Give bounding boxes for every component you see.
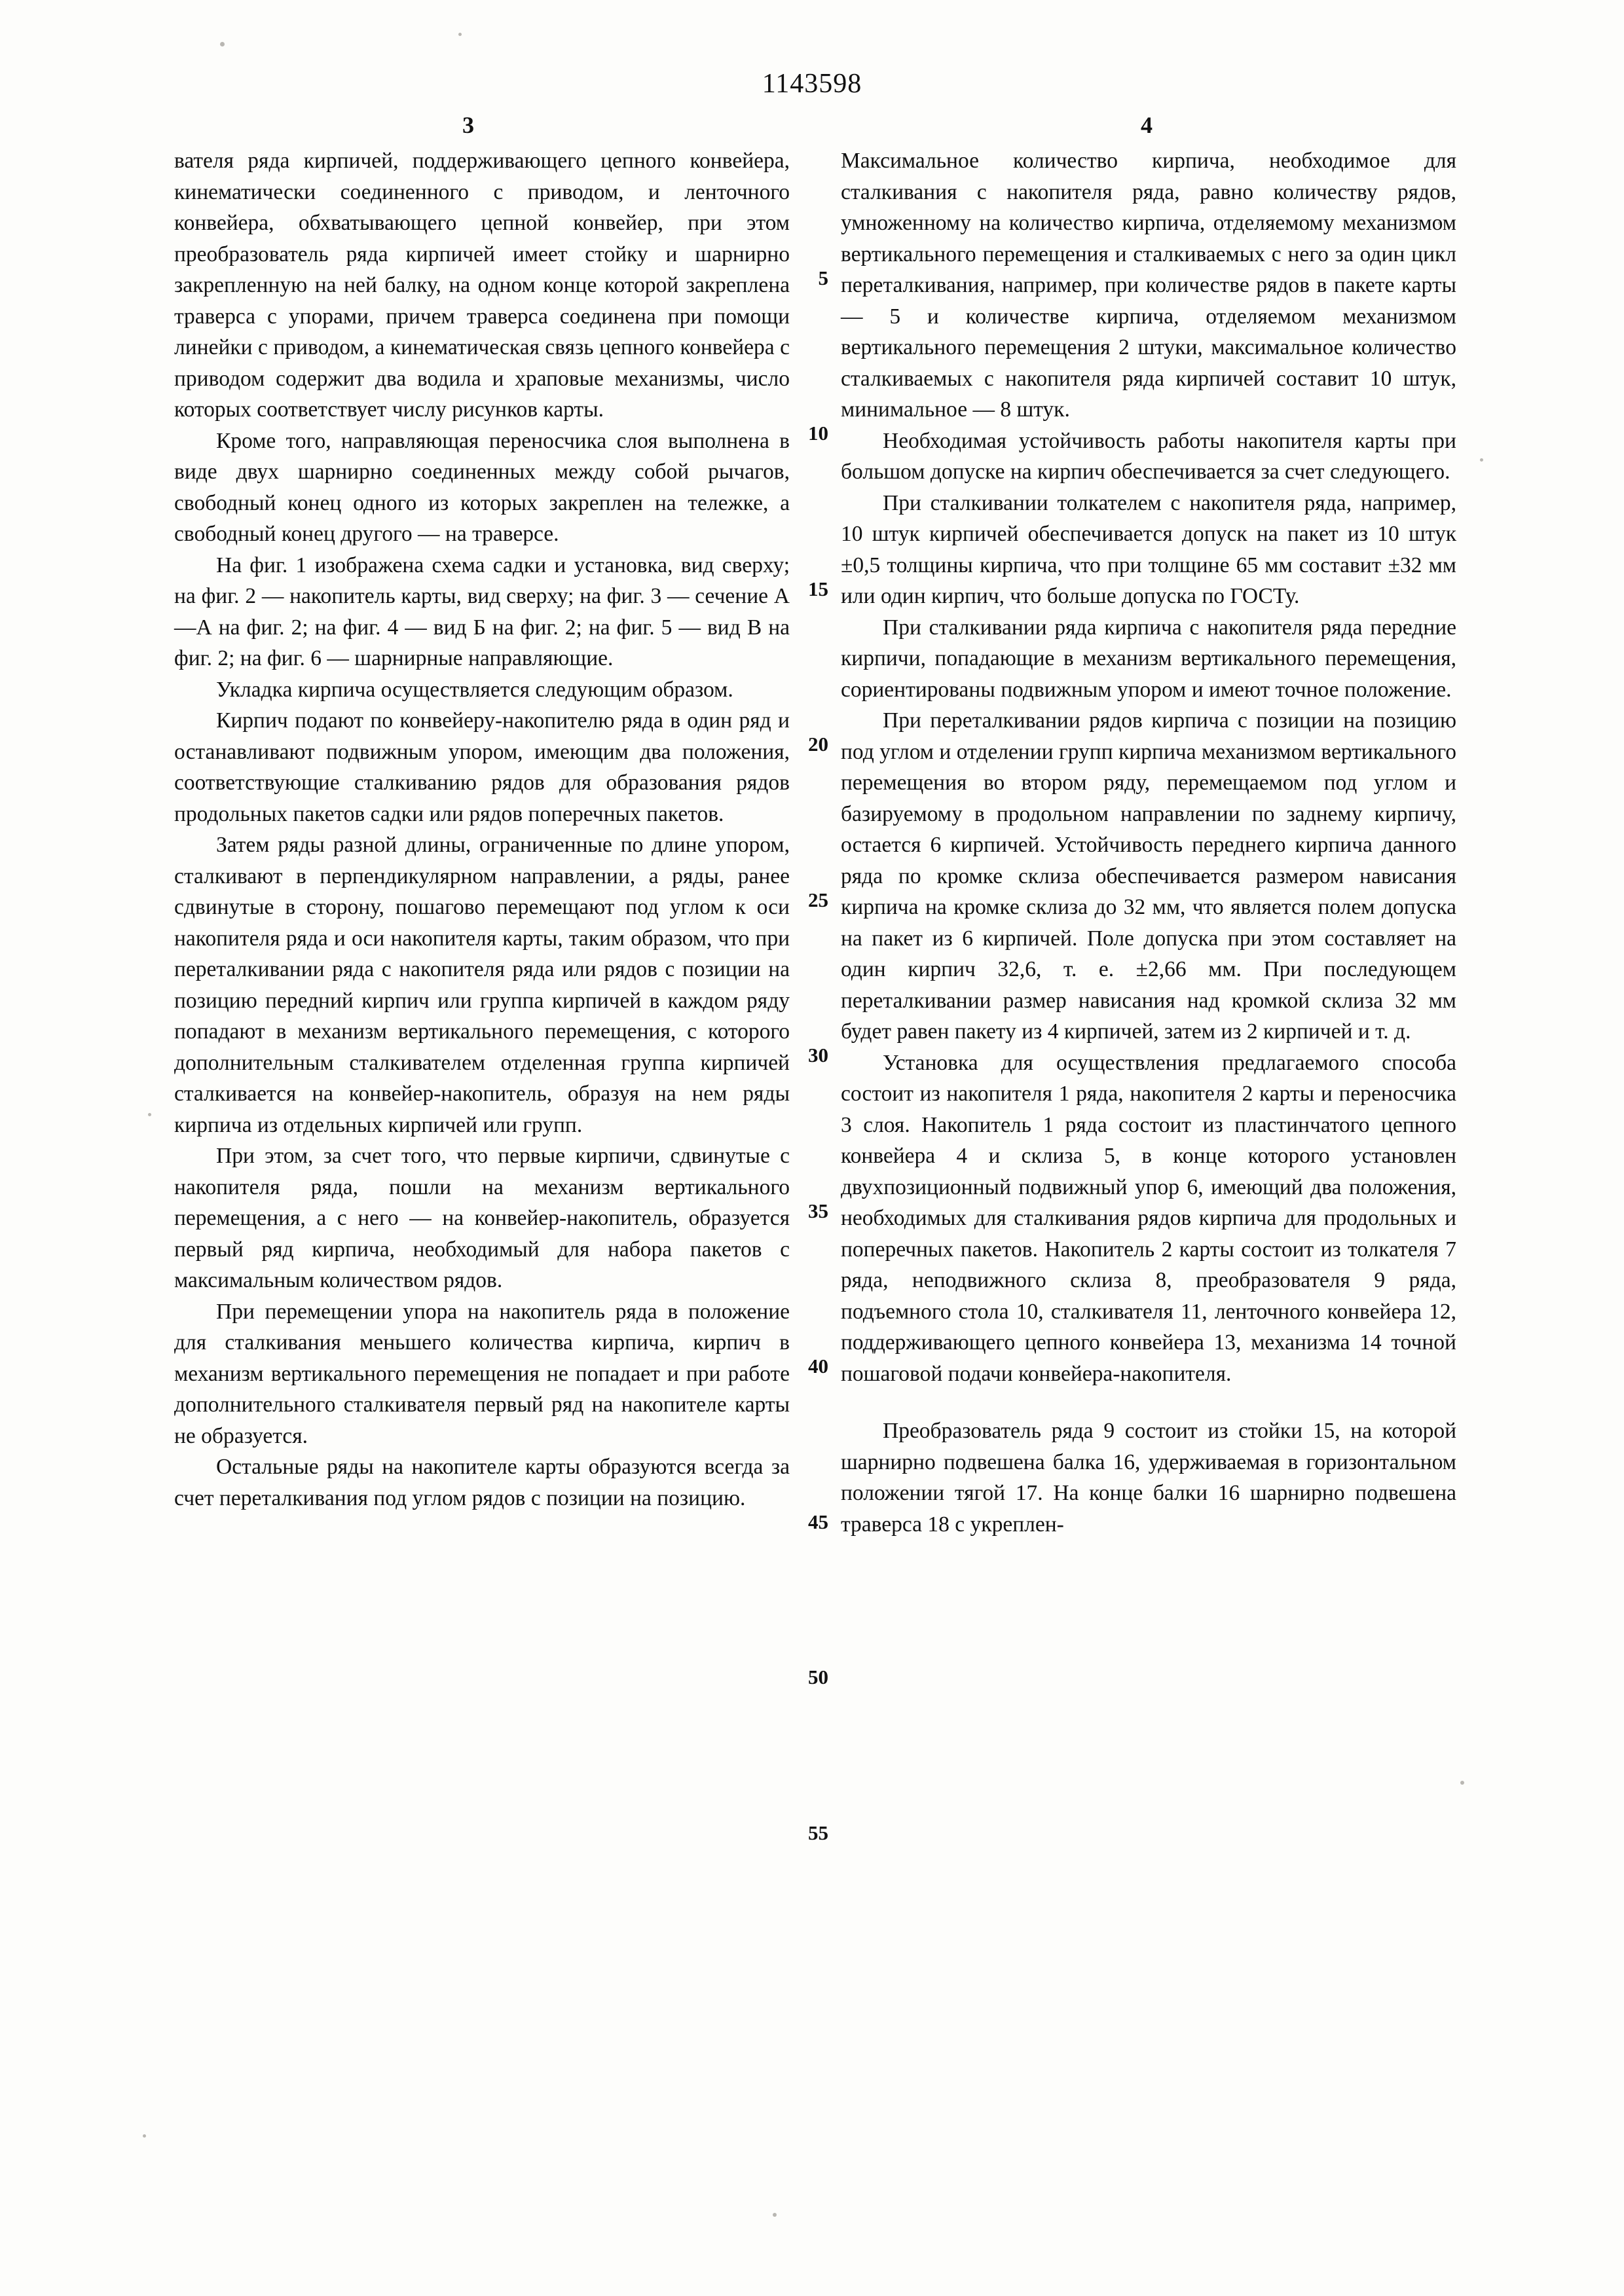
line-number: 15 <box>808 577 828 600</box>
paragraph: При сталкивании ряда кирпича с накопителя ряда передние кирпичи, попадающие в механизм вертикального перемещения, сориентированы подвижным упором и имеют точное положение. <box>841 615 1456 702</box>
paragraph: Кирпич подают по конвейеру-накопителю ряда в один ряд и останавливают подвижным упором, имеющим два положения, соответствующие сталкиванию рядов для образования рядов продольных пакетов садки или рядов поперечных пакетов. <box>174 708 790 826</box>
line-number: 55 <box>808 1821 828 1844</box>
paragraph: Укладка кирпича осуществляется следующим образом. <box>216 677 733 702</box>
line-number: 20 <box>808 733 828 756</box>
line-number: 40 <box>808 1355 828 1377</box>
paragraph: При перемещении упора на накопитель ряда в положение для сталкивания меньшего количества кирпича, кирпич в механизм вертикального перемещения не попадает и при работе дополнительного сталкивателя первый ряд на накопителе карты не образуется. <box>174 1299 790 1448</box>
scan-speck <box>143 2134 146 2138</box>
right-column <box>841 145 1456 1540</box>
paragraph: Преобразователь ряда 9 состоит из стойки 15, на которой шарнирно подвешена балка 16, удерживаемая в горизонтальном положении тягой 17. На конце балки 16 шарнирно подвешена траверса 18 с укреплен- <box>841 1419 1456 1537</box>
line-number: 50 <box>808 1666 828 1688</box>
scan-speck <box>148 1113 151 1116</box>
patent-number: 1143598 <box>762 69 862 99</box>
right-column-number: 4 <box>1141 112 1153 138</box>
scan-speck <box>1480 458 1483 462</box>
paragraph: Необходимая устойчивость работы накопителя карты при большом допуске на кирпич обеспечивается за счет следующего. <box>841 428 1456 484</box>
line-number: 10 <box>808 422 828 445</box>
left-column-number: 3 <box>462 112 474 138</box>
line-number: 5 <box>818 266 828 289</box>
paragraph: При сталкивании толкателем с накопителя ряда, например, 10 штук кирпичей обеспечивается допуск на пакет из 10 штук ±0,5 толщины кирпича, что при толщине 65 мм составит ±32 мм или один кирпич, что больше допуска по ГОСТу. <box>841 490 1456 608</box>
scan-speck <box>220 42 225 46</box>
body-columns <box>174 145 1458 1540</box>
line-number: 35 <box>808 1199 828 1222</box>
paragraph: При переталкивании рядов кирпича с позиции на позицию под углом и отделении групп кирпича механизмом вертикального перемещения во втором ряду, перемещаемом под углом и базируемому в продольном направлении по заднему кирпичу, остается 6 кирпичей. Устойчивость переднего кирпича данного ряда по кромке склиза обеспечивается размером нависания кирпича на кромке склиза до 32 мм, что является полем допуска на пакет из 6 кирпичей. Поле допуска при этом составляет на один кирпич 32,6, т. е. ±2,66 мм. При последующем переталкивании размер нависания над кромкой склиза 32 мм будет равен пакету из 4 кирпичей, затем из 2 кирпичей и т. д. <box>841 708 1456 1044</box>
paragraph: На фиг. 1 изображена схема садки и установка, вид сверху; на фиг. 2 — накопитель карты, вид сверху; на фиг. 3 — сечение А—А на фиг. 2; на фиг. 4 — вид Б на фиг. 2; на фиг. 5 — вид В на фиг. 2; на фиг. 6 — шарнирные направляющие. <box>174 553 790 670</box>
paragraph: При этом, за счет того, что первые кирпичи, сдвинутые с накопителя ряда, пошли на механизм вертикального перемещения, а с него — на конвейер-накопитель, образуется первый ряд кирпича, необходимый для набора пакетов с максимальным количеством рядов. <box>174 1144 790 1292</box>
left-column <box>174 145 790 1540</box>
paragraph: Установка для осуществления предлагаемого способа состоит из накопителя 1 ряда, накопителя 2 карты и переносчика 3 слоя. Накопитель 1 ряда состоит из пластинчатого цепного конвейера 4 и склиза 5, в конце которого установлен двухпозиционный подвижный упор 6, имеющий два положения, необходимых для сталкивания рядов кирпича для продольных и поперечных пакетов. Накопитель 2 карты состоит из толкателя 7 ряда, неподвижного склиза 8, преобразователя 9 ряда, подъемного стола 10, сталкивателя 11, ленточного конвейера 12, поддерживающего цепного конвейера 13, механизма 14 точной пошаговой подачи конвейера-накопителя. <box>841 1050 1456 1386</box>
paragraph: Остальные ряды на накопителе карты образуются всегда за счет переталкивания под углом рядов с позиции на позицию. <box>174 1455 790 1510</box>
scan-speck <box>458 33 462 36</box>
line-number: 30 <box>808 1044 828 1066</box>
paragraph: Кроме того, направляющая переносчика слоя выполнена в виде двух шарнирно соединенных между собой рычагов, свободный конец одного из которых закреплен на тележке, а свободный конец другого — на траверсе. <box>174 428 790 546</box>
scan-speck <box>1460 1781 1464 1785</box>
paragraph-spacer <box>841 1389 1456 1415</box>
line-number: 25 <box>808 888 828 911</box>
paragraph: Затем ряды разной длины, ограниченные по длине упором, сталкивают в перпендикулярном направлении, а ряды, ранее сдвинутые в сторону, пошагово перемещают под углом к оси накопителя ряда и оси накопителя карты, таким образом, что при переталкивании ряда с накопителя ряда или рядов с позиции на позицию передний кирпич или группа кирпичей в каждом ряду попадают в механизм вертикального перемещения, с которого дополнительным сталкивателем отделенная группа кирпичей сталкивается на конвейер-накопитель, образуя на нем ряды кирпича из отдельных кирпичей или групп. <box>174 833 790 1137</box>
paragraph: вателя ряда кирпичей, поддерживающего цепного конвейера, кинематически соединенного с приводом, и ленточного конвейера, обхватывающего цепной конвейер, при этом преобразователь ряда кирпичей имеет стойку и шарнирно закрепленную на ней балку, на одном конце которой закреплена траверса с упорами, причем траверса соединена при помощи линейки с приводом, а кинематическая связь цепного конвейера с приводом содержит два водила и храповые механизмы, число которых соответствует числу рисунков карты. <box>174 149 790 422</box>
scan-speck <box>773 2213 777 2217</box>
line-number: 45 <box>808 1510 828 1533</box>
paragraph: Максимальное количество кирпича, необходимое для сталкивания с накопителя ряда, равно количеству рядов, умноженному на количество кирпича, отделяемому механизмом вертикального перемещения и сталкиваемых с него за один цикл переталкивания, например, при количестве рядов в пакете карты — 5 и количестве кирпича, отделяемом механизмом вертикального перемещения 2 штуки, максимальное количество сталкиваемых с накопителя ряда кирпичей составит 10 штук, минимальное — 8 штук. <box>841 149 1456 422</box>
